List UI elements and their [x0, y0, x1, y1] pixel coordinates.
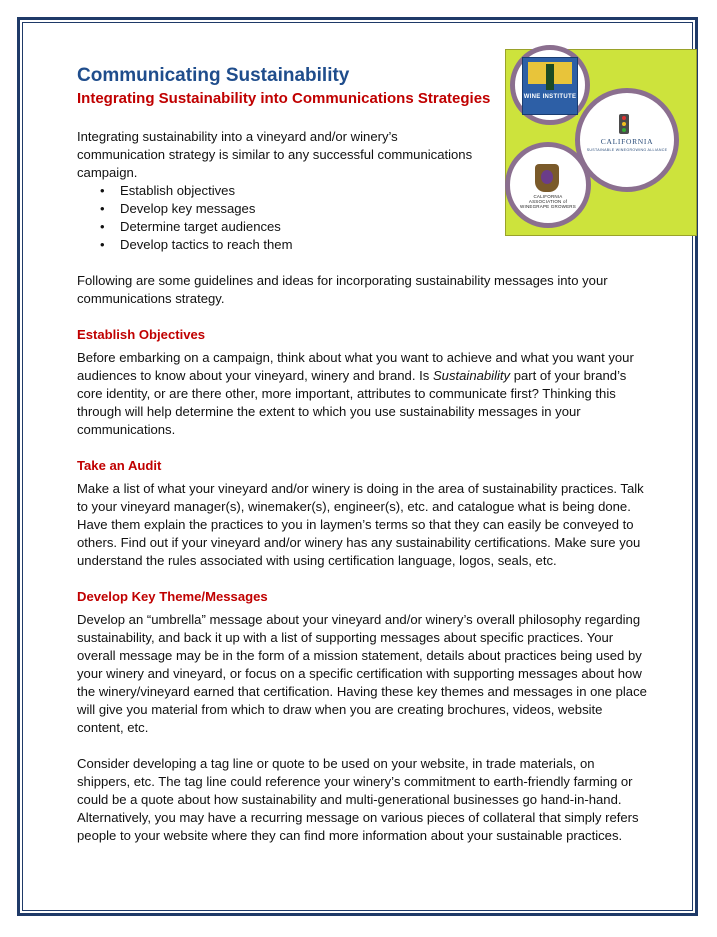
- section-heading-objectives: Establish Objectives: [77, 327, 206, 342]
- wine-institute-logo-text: WINE INSTITUTE: [523, 94, 577, 100]
- section-heading-messages: Develop Key Theme/Messages: [77, 589, 268, 604]
- guidelines-paragraph: Following are some guidelines and ideas for incorporating sustainability messages into your communications strategy.: [77, 273, 608, 306]
- section-body-objectives: [77, 349, 647, 439]
- list-item: • Develop key messages: [120, 200, 647, 218]
- csw-logo-subtitle: SUSTAINABLE WINEGROWING ALLIANCE: [586, 148, 668, 152]
- body-text: part of your brand’s core identity, or are there other, more important, attributes to communicate first? Thinking this through will help determine the extent to which you use sustainability messages in your communications.: [77, 368, 627, 437]
- cawg-logo-text: CALIFORNIA ASSOCIATION of WINEGRAPE GROWERS: [520, 194, 576, 209]
- page-subtitle: Integrating Sustainability into Communications Strategies: [77, 90, 491, 107]
- list-item: • Develop tactics to reach them: [120, 236, 647, 254]
- intro-paragraph: Integrating sustainability into a vineyard and/or winery’s communication strategy is similar to any successful communications campaign.: [77, 129, 473, 180]
- section-body-tagline: Consider developing a tag line or quote to be used on your website, in trade materials, on shippers, etc. The tag line could reference your winery’s commitment to earth-friendly farming or could be a quote about how sustainability and multi-generational businesses go hand-in-hand. Alternatively, you may have a recurring message on various pieces of collateral that simply refers people to your website where they can find more information about your sustainable practices.: [77, 756, 639, 843]
- list-item: • Establish objectives: [120, 182, 647, 200]
- body-text: Before embarking on a campaign, think about what you want to achieve and what you want your audiences to know about your vineyard, winery and brand. Is: [77, 350, 634, 383]
- section-heading-audit: Take an Audit: [77, 458, 162, 473]
- emphasis-text: Sustainability: [432, 368, 511, 383]
- csw-logo-name: CALIFORNIA: [600, 137, 654, 146]
- intro-bullet-list: [77, 182, 647, 254]
- section-body-messages: Develop an “umbrella” message about your vineyard and/or winery’s overall philosophy regarding sustainability, and back it up with a list of supporting messages about specific practices. Your overall message may be in the form of a mission statement, details about practices being used by your winery and vineyard, or focus on a specific certification with supporting messages about how the winery/vineyard earned that certification. Having these key themes and messages in one place will give you material from which to draw when you are creating brochures, videos, website content, etc.: [77, 612, 647, 735]
- list-item: • Determine target audiences: [120, 218, 647, 236]
- page-title: Communicating Sustainability: [77, 65, 350, 86]
- section-body-audit: Make a list of what your vineyard and/or winery is doing in the area of sustainability practices. Talk to your vineyard manager(s), winemaker(s), engineer(s), etc. and catalogue what is being done. Have them explain the practices to you in laymen’s terms so that they can easily be conveyed to others. Find out if your vineyard and/or winery has any sustainability certifications. Make sure you understand the rules associated with using certification language, logos, seals, etc.: [77, 481, 644, 568]
- document-body: [77, 66, 647, 845]
